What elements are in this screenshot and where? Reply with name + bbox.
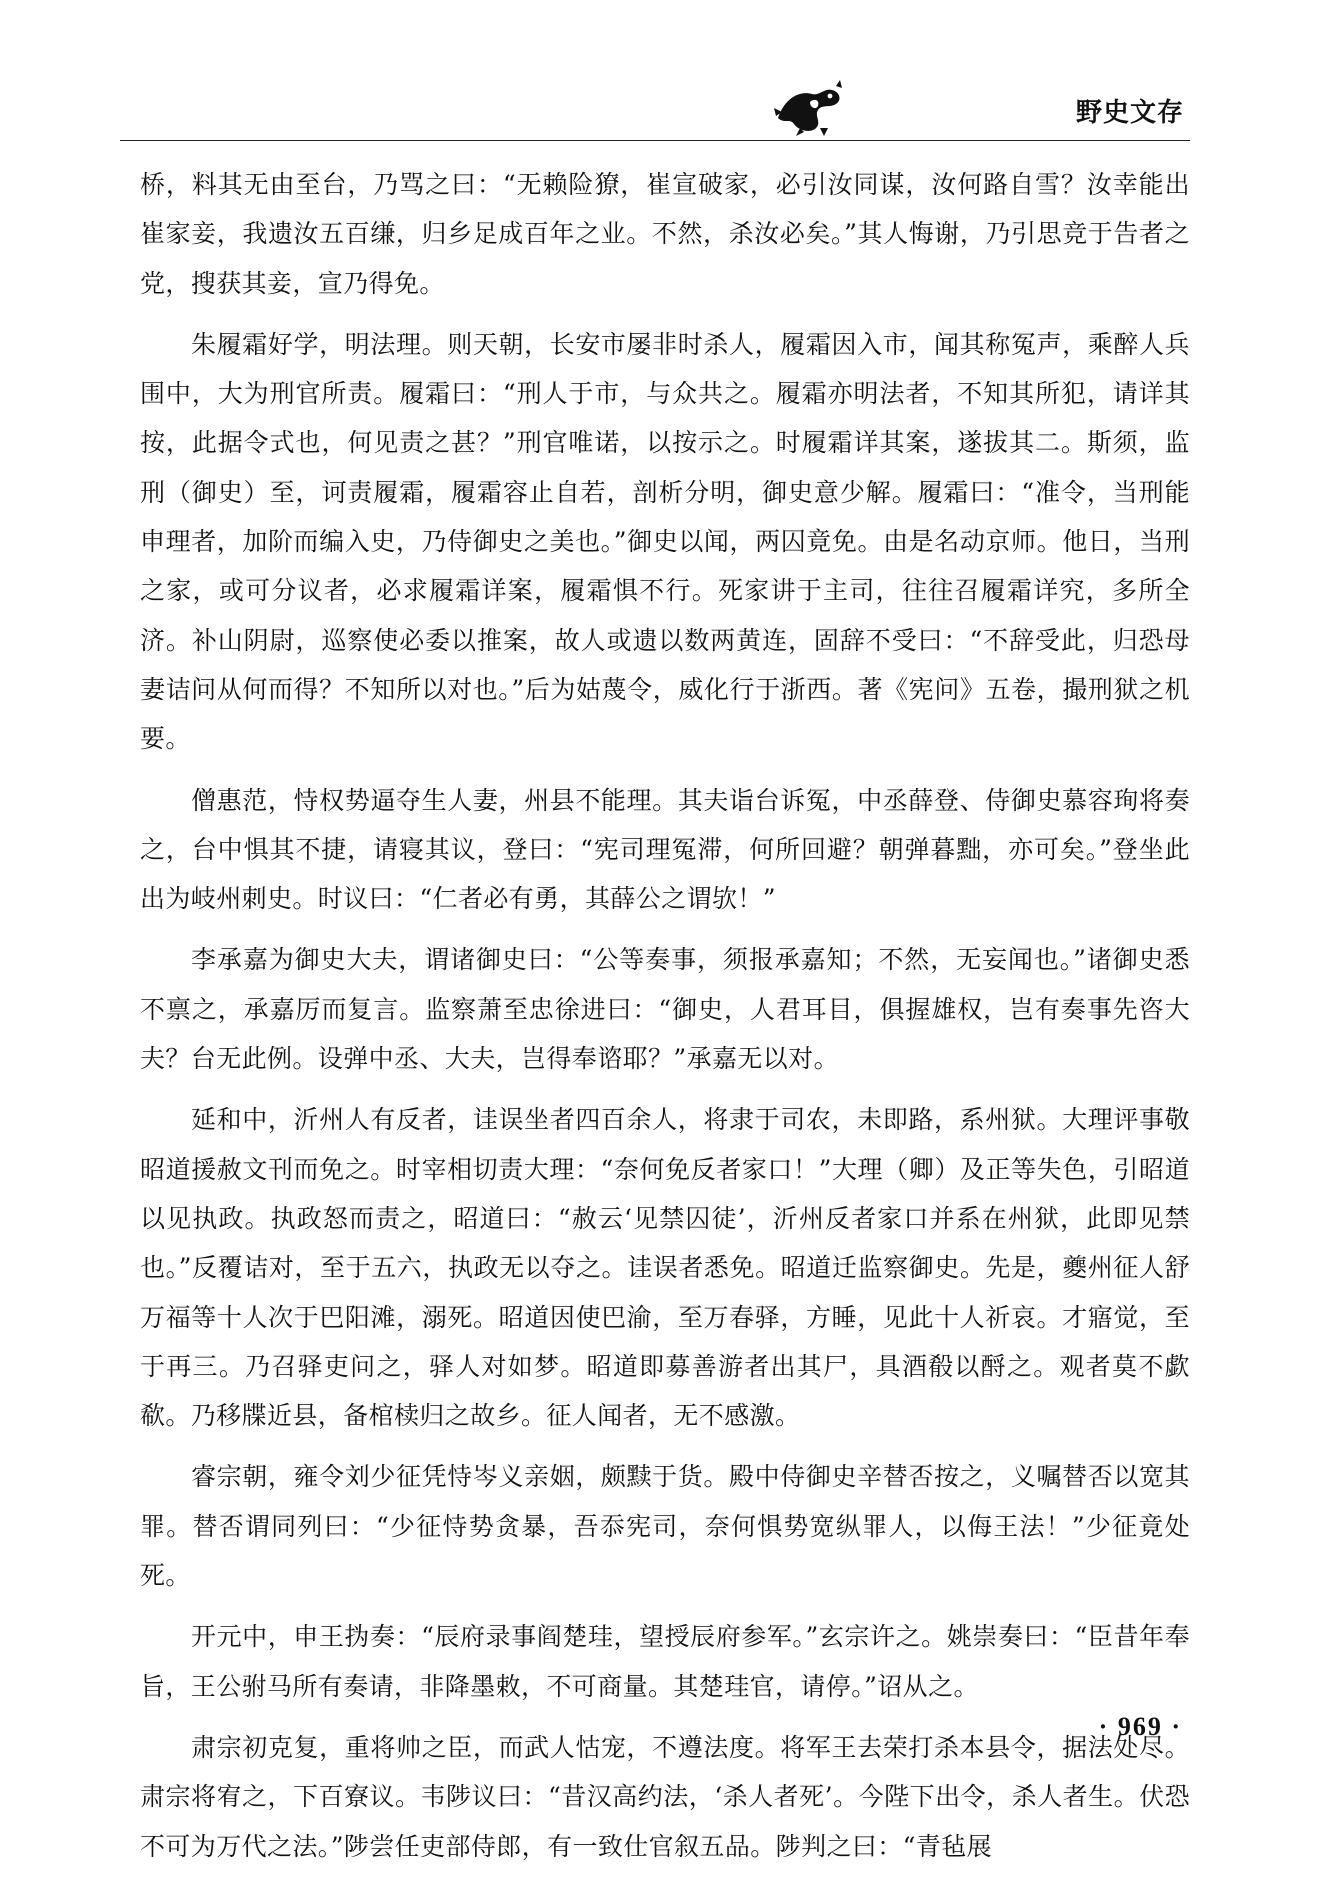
dragon-emblem-icon xyxy=(770,78,846,138)
paragraph: 肃宗初克复，重将帅之臣，而武人怙宠，不遵法度。将军王去荣打杀本县令，据法处尽。肃宗将宥之，下百寮议。韦陟议曰：“昔汉高约法，‘杀人者死’。今陛下出令，杀人者生。伏恐不可为万代之法。”陟尝任吏部侍郎，有一致仕官叙五品。陟判之曰：“青毡展 xyxy=(140,1732,1190,1861)
paragraph: 开元中，申王㧑奏：“辰府录事阎楚珪，望授辰府参军。”玄宗许之。姚崇奏曰：“臣昔年奉旨，王公驸马所有奏请，非降墨敕，不可商量。其楚珪官，请停。”诏从之。 xyxy=(140,1622,1190,1701)
paragraph: 睿宗朝，雍令刘少征凭恃岑义亲姻，颇黩于货。殿中侍御史辛替否按之，义嘱替否以宽其罪。替否谓同列曰：“少征恃势贪暴，吾忝宪司，奈何惧势宽纵罪人，以侮王法！”少征竟处死。 xyxy=(140,1462,1190,1591)
book-series-title: 野史文存 xyxy=(1075,98,1184,128)
header-divider xyxy=(120,140,1190,141)
body-text xyxy=(140,160,1190,1883)
paragraph-continuation: 桥，料其无由至台，乃骂之曰：“无赖险獠，崔宣破家，必引汝同谋，汝何路自雪？汝幸能出崔家妾，我遗汝五百缣，归乡足成百年之业。不然，杀汝必矣。”其人悔谢，乃引思竞于告者之党，搜获其妾，宣乃得免。 xyxy=(140,170,1190,298)
page-number: · 969 · xyxy=(1098,1712,1182,1741)
paragraph: 朱履霜好学，明法理。则天朝，长安市屡非时杀人，履霜因入市，闻其称冤声，乘醉人兵围中，大为刑官所责。履霜曰：“刑人于市，与众共之。履霜亦明法者，不知其所犯，请详其按，此据令式也，何见责之甚？”刑官唯诺，以按示之。时履霜详其案，遂拔其二。斯须，监刑（御史）至，诃责履霜，履霜容止自若，剖析分明，御史意少解。履霜曰：“准令，当刑能申理者，加阶而编入史，乃侍御史之美也。”御史以闻，两囚竟免。由是名动京师。他日，当刑之家，或可分议者，必求履霜详案，履霜惧不行。死家讲于主司，往往召履霜详究，多所全济。补山阴尉，巡察使必委以推案，故人或遗以数两黄连，固辞不受曰：“不辞受此，归恐母妻诘问从何而得？不知所以对也。”后为姑蔑令，威化行于浙西。著《宪问》五卷，撮刑狱之机要。 xyxy=(140,329,1190,754)
paragraph: 僧惠范，恃权势逼夺生人妻，州县不能理。其夫诣台诉冤，中丞薛登、侍御史慕容珣将奏之，台中惧其不捷，请寝其议，登曰：“宪司理冤滞，何所回避？朝弹暮黜，亦可矣。”登坐此出为岐州刺史。时议曰：“仁者必有勇，其薛公之谓欤！” xyxy=(140,785,1190,914)
paragraph: 李承嘉为御史大夫，谓诸御史曰：“公等奏事，须报承嘉知；不然，无妄闻也。”诸御史悉不禀之，承嘉厉而复言。监察萧至忠徐进曰：“御史，人君耳目，俱握雄权，岂有奏事先咨大夫？台无此例。设弹中丞、大夫，岂得奉谘耶？”承嘉无以对。 xyxy=(140,945,1190,1074)
page-header xyxy=(120,78,1190,144)
paragraph: 延和中，沂州人有反者，诖误坐者四百余人，将隶于司农，未即路，系州狱。大理评事敬昭道援赦文刊而免之。时宰相切责大理：“奈何免反者家口！”大理（卿）及正等失色，引昭道以见执政。执政怒而责之，昭道曰：“赦云‘见禁囚徒’，沂州反者家口并系在州狱，此即见禁也。”反覆诘对，至于五六，执政无以夺之。诖误者悉免。昭道迁监察御史。先是，夔州征人舒万福等十人次于巴阳滩，溺死。昭道因使巴渝，至万春驿，方睡，见此十人祈哀。才寤觉，至于再三。乃召驿吏问之，驿人对如梦。昭道即募善游者出其尸，具酒殽以酹之。观者莫不歔欷。乃移牒近县，备棺椟归之故乡。征人闻者，无不感激。 xyxy=(140,1105,1190,1431)
